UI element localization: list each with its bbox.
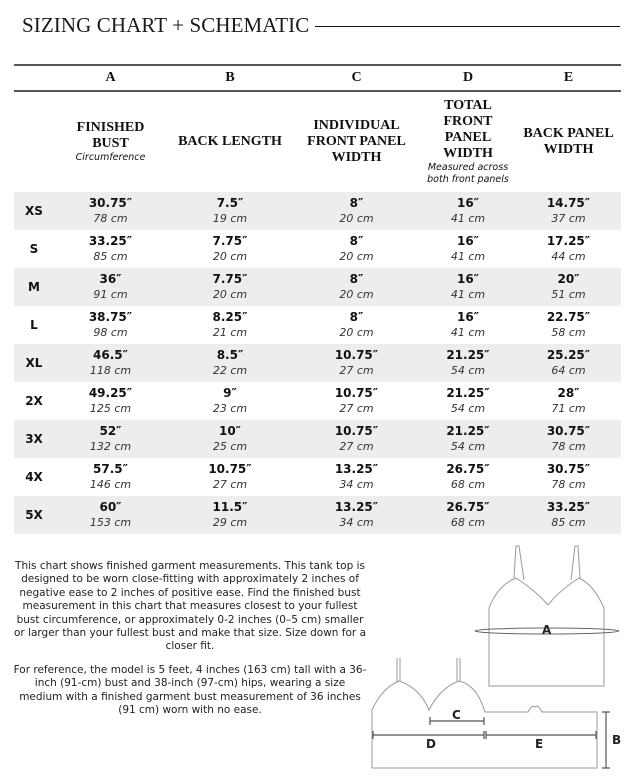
inches-value: 8.25″ xyxy=(212,310,248,324)
measurement-cell xyxy=(293,192,420,230)
sizing-table xyxy=(14,64,621,534)
cm-value: 37 cm xyxy=(551,212,586,225)
inches-value: 17.25″ xyxy=(546,234,591,248)
column-heading-back-panel-width xyxy=(516,92,621,192)
inches-value: 7.75″ xyxy=(212,272,248,286)
column-headings-row xyxy=(14,92,621,192)
measurement-cell xyxy=(54,192,167,230)
heading-line: FRONT PANEL xyxy=(307,134,406,149)
measurement-cell xyxy=(54,344,167,382)
fit-note: This chart shows finished garment measurements. This tank top is designed to be worn close-fitting with approximately 2 inches of negative ease to 2 inches of positive ease. Find the finished bust measurement in this chart that measures closest to your fullest bust circumference, or approximately 0-2 inches (0–5 cm) smaller or larger than your fullest bust and make that size. Size down for a closer fit. xyxy=(13,560,367,653)
heading-line: WIDTH xyxy=(443,146,493,161)
inches-value: 10.75″ xyxy=(208,462,252,476)
inches-value: 10″ xyxy=(218,424,242,438)
inches-value: 10.75″ xyxy=(334,386,379,400)
measurement-cell xyxy=(293,382,420,420)
inches-value: 26.75″ xyxy=(446,500,490,514)
measure-e xyxy=(486,731,596,739)
left-strap xyxy=(514,546,524,580)
cm-value: 85 cm xyxy=(551,516,586,529)
measurement-cell xyxy=(167,458,293,496)
cm-value: 98 cm xyxy=(93,326,128,339)
measurement-cell xyxy=(54,496,167,534)
back-strap-right xyxy=(457,658,460,682)
back-label-c: C xyxy=(452,708,461,722)
measurement-cell xyxy=(167,496,293,534)
inches-value: 10.75″ xyxy=(334,348,379,362)
inches-value: 16″ xyxy=(456,234,480,248)
inches-value: 33.25″ xyxy=(546,500,591,514)
cm-value: 20 cm xyxy=(339,212,374,225)
cm-value: 71 cm xyxy=(551,402,586,415)
cm-value: 125 cm xyxy=(89,402,132,415)
cm-value: 41 cm xyxy=(450,288,486,301)
table-row xyxy=(14,458,621,496)
right-strap xyxy=(571,546,580,580)
inches-value: 8.5″ xyxy=(216,348,244,362)
column-letter: C xyxy=(351,70,362,85)
measure-b xyxy=(602,712,610,768)
measurement-cell xyxy=(516,382,621,420)
inches-value: 26.75″ xyxy=(446,462,490,476)
inches-value: 13.25″ xyxy=(334,500,379,514)
cm-value: 20 cm xyxy=(339,326,374,339)
measurement-cell xyxy=(516,496,621,534)
size-label: XL xyxy=(25,356,43,370)
inches-value: 8″ xyxy=(349,234,364,248)
cm-value: 23 cm xyxy=(212,402,248,415)
inches-value: 8″ xyxy=(349,310,364,324)
measurement-cell xyxy=(54,382,167,420)
table-row xyxy=(14,306,621,344)
heading-line: FINISHED xyxy=(76,120,145,135)
size-letter-spacer xyxy=(14,66,54,90)
inches-value: 22.75″ xyxy=(546,310,591,324)
size-label: S xyxy=(29,242,39,256)
cm-value: 34 cm xyxy=(339,478,374,491)
measurement-cell xyxy=(167,382,293,420)
measurement-cell xyxy=(293,496,420,534)
measurement-cell xyxy=(54,268,167,306)
cm-value: 20 cm xyxy=(339,288,374,301)
heading-line: TOTAL xyxy=(444,98,492,113)
inches-value: 36″ xyxy=(99,272,122,286)
back-strap-left xyxy=(397,658,400,682)
measurement-cell xyxy=(293,344,420,382)
measurement-cell xyxy=(516,306,621,344)
cm-value: 20 cm xyxy=(212,250,248,263)
title-rule xyxy=(315,26,620,27)
table-row xyxy=(14,420,621,458)
measurement-cell xyxy=(167,344,293,382)
front-schematic xyxy=(475,546,619,686)
measurement-cell xyxy=(293,230,420,268)
cm-value: 21 cm xyxy=(212,326,248,339)
front-outline xyxy=(489,578,604,686)
inches-value: 57.5″ xyxy=(93,462,128,476)
cm-value: 19 cm xyxy=(212,212,248,225)
measure-c xyxy=(430,717,484,725)
inches-value: 20″ xyxy=(557,272,580,286)
cm-value: 51 cm xyxy=(551,288,586,301)
cm-value: 27 cm xyxy=(339,364,374,377)
column-heading-back-length xyxy=(167,92,293,192)
inches-value: 9″ xyxy=(223,386,237,400)
measurement-cell xyxy=(516,268,621,306)
inches-value: 14.75″ xyxy=(546,196,591,210)
size-label: M xyxy=(28,280,40,294)
inches-value: 16″ xyxy=(456,272,480,286)
back-label-b: B xyxy=(612,733,622,747)
inches-value: 11.5″ xyxy=(212,500,248,514)
inches-value: 8″ xyxy=(349,272,364,286)
measurement-cell xyxy=(420,344,516,382)
measurement-cell xyxy=(420,496,516,534)
measurement-cell xyxy=(420,268,516,306)
cm-value: 58 cm xyxy=(551,326,586,339)
measurement-cell xyxy=(420,420,516,458)
measurement-cell xyxy=(420,306,516,344)
size-label: 2X xyxy=(25,394,43,408)
inches-value: 60″ xyxy=(99,500,122,514)
table-row xyxy=(14,268,621,306)
model-reference-note: For reference, the model is 5 feet, 4 inches (163 cm) tall with a 36-inch (91-cm) bust and 38-inch (97-cm) hips, wearing a size medium with a finished garment bust measurement of 36 inches (91 cm) worn with no ease. xyxy=(13,663,367,717)
cm-value: 22 cm xyxy=(212,364,248,377)
cm-value: 54 cm xyxy=(450,364,486,377)
bust-circumference-line xyxy=(475,628,619,634)
inches-value: 52″ xyxy=(99,424,122,438)
heading-subtitle: both front panels xyxy=(427,174,509,185)
cm-value: 118 cm xyxy=(89,364,132,377)
measurement-cell xyxy=(420,382,516,420)
inches-value: 30.75″ xyxy=(546,424,591,438)
column-heading-total-front-panel-width xyxy=(420,92,516,192)
measurement-cell xyxy=(293,420,420,458)
heading-line: PANEL xyxy=(444,130,492,145)
heading-line: INDIVIDUAL xyxy=(313,118,400,133)
measurement-cell xyxy=(167,306,293,344)
inches-value: 33.25″ xyxy=(88,234,133,248)
measurement-cell xyxy=(516,344,621,382)
inches-value: 16″ xyxy=(456,196,480,210)
measurement-cell xyxy=(293,268,420,306)
column-letters-row xyxy=(14,64,621,92)
heading-subtitle: Circumference xyxy=(75,152,146,163)
cm-value: 25 cm xyxy=(212,440,248,453)
table-row xyxy=(14,344,621,382)
back-label-e: E xyxy=(535,737,544,751)
size-heading-spacer xyxy=(14,92,54,192)
cm-value: 78 cm xyxy=(551,440,586,453)
measurement-cell xyxy=(293,306,420,344)
cm-value: 78 cm xyxy=(551,478,586,491)
cm-value: 54 cm xyxy=(450,402,486,415)
column-letter: B xyxy=(225,70,235,85)
measurement-cell xyxy=(516,420,621,458)
cm-value: 85 cm xyxy=(93,250,128,263)
inches-value: 8″ xyxy=(349,196,364,210)
measurement-cell xyxy=(54,230,167,268)
sizing-notes xyxy=(12,560,368,727)
size-label: 4X xyxy=(25,470,43,484)
cm-value: 27 cm xyxy=(339,440,374,453)
measurement-cell xyxy=(420,230,516,268)
measurement-cell xyxy=(516,192,621,230)
heading-line: FRONT xyxy=(443,114,493,129)
title-bar xyxy=(22,10,620,40)
cm-value: 146 cm xyxy=(89,478,132,491)
table-row xyxy=(14,496,621,534)
cm-value: 29 cm xyxy=(212,516,248,529)
cm-value: 68 cm xyxy=(450,516,486,529)
inches-value: 30.75″ xyxy=(546,462,591,476)
cm-value: 91 cm xyxy=(93,288,128,301)
column-letter: E xyxy=(563,70,574,85)
inches-value: 7.5″ xyxy=(216,196,244,210)
measurement-cell xyxy=(54,420,167,458)
column-heading-finished-bust xyxy=(54,92,167,192)
cm-value: 27 cm xyxy=(339,402,374,415)
measurement-cell xyxy=(167,268,293,306)
heading-line: WIDTH xyxy=(543,142,594,157)
measurement-cell xyxy=(420,192,516,230)
page-title: SIZING CHART + SCHEMATIC xyxy=(22,12,310,37)
cm-value: 27 cm xyxy=(212,478,248,491)
measure-lines xyxy=(373,712,610,768)
back-label-d: D xyxy=(426,737,436,751)
heading-line: BACK LENGTH xyxy=(178,134,282,149)
cm-value: 132 cm xyxy=(89,440,132,453)
inches-value: 46.5″ xyxy=(93,348,128,362)
cm-value: 44 cm xyxy=(551,250,586,263)
size-label: L xyxy=(30,318,38,332)
measurement-cell xyxy=(293,458,420,496)
measurement-cell xyxy=(54,458,167,496)
heading-line: WIDTH xyxy=(331,150,382,165)
table-body xyxy=(14,192,621,534)
measurement-cell xyxy=(167,230,293,268)
column-letter: A xyxy=(105,70,116,85)
table-row xyxy=(14,230,621,268)
inches-value: 21.25″ xyxy=(446,424,490,438)
measurement-cell xyxy=(167,420,293,458)
cm-value: 54 cm xyxy=(450,440,486,453)
heading-line: BUST xyxy=(92,136,129,151)
inches-value: 25.25″ xyxy=(546,348,591,362)
cm-value: 34 cm xyxy=(339,516,374,529)
cm-value: 64 cm xyxy=(551,364,586,377)
heading-line: BACK PANEL xyxy=(523,126,614,141)
measurement-cell xyxy=(420,458,516,496)
cm-value: 41 cm xyxy=(450,326,486,339)
size-label: XS xyxy=(25,204,43,218)
table-row xyxy=(14,382,621,420)
cm-value: 20 cm xyxy=(212,288,248,301)
front-label-a: A xyxy=(542,623,552,637)
inches-value: 7.75″ xyxy=(212,234,248,248)
inches-value: 21.25″ xyxy=(446,386,490,400)
inches-value: 49.25″ xyxy=(88,386,133,400)
column-letter: D xyxy=(462,70,474,85)
heading-subtitle: Measured across xyxy=(427,162,509,173)
back-outline xyxy=(372,681,597,768)
cm-value: 20 cm xyxy=(339,250,374,263)
inches-value: 28″ xyxy=(557,386,580,400)
inches-value: 10.75″ xyxy=(334,424,379,438)
cm-value: 41 cm xyxy=(450,250,486,263)
measurement-cell xyxy=(167,192,293,230)
measurement-cell xyxy=(516,230,621,268)
cm-value: 68 cm xyxy=(450,478,486,491)
cm-value: 41 cm xyxy=(450,212,486,225)
inches-value: 21.25″ xyxy=(446,348,490,362)
measurement-cell xyxy=(516,458,621,496)
inches-value: 16″ xyxy=(456,310,480,324)
table-row xyxy=(14,192,621,230)
measurement-cell xyxy=(54,306,167,344)
cm-value: 78 cm xyxy=(93,212,128,225)
inches-value: 38.75″ xyxy=(88,310,133,324)
back-schematic xyxy=(372,658,597,768)
cm-value: 153 cm xyxy=(89,516,132,529)
column-heading-individual-front-panel-width xyxy=(293,92,420,192)
inches-value: 13.25″ xyxy=(334,462,379,476)
size-label: 5X xyxy=(25,508,43,522)
inches-value: 30.75″ xyxy=(88,196,133,210)
size-label: 3X xyxy=(25,432,43,446)
measure-d xyxy=(373,731,484,739)
